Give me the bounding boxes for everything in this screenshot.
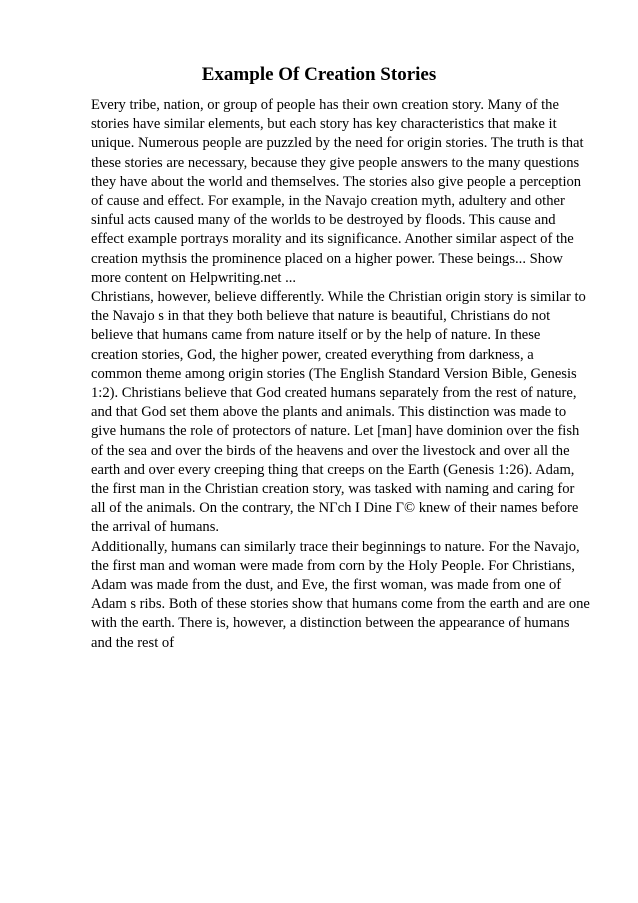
paragraph: Every tribe, nation, or group of people has their own creation story. Many of the stories have similar elements, but each story has key characteristics that make it unique. Numerous people are puzzled by the need for origin stories. The truth is that these stories are necessary, because they give people answers to the many questions they have about the world and themselves. The stories also give people a perception of cause and effect. For example, in the Navajo creation myth, adultery and other sinful acts caused many of the worlds to be destroyed by floods. This cause and effect example portrays morality and its significance. Another similar aspect of the creation mythsis the prominence placed on a higher power. These beings... Show more content on Helpwriting.net ...	[91, 97, 584, 286]
paragraph: Christians, however, believe differently. While the Christian origin story is similar to the Navajo s in that they both believe that nature is beautiful, Christians do not believe that humans came from nature itself or by the help of nature. In these creation stories, God, the higher power, created everything from darkness, a common theme among origin stories (The English Standard Version Bible, Genesis 1:2). Christians believe that God created humans separately from the rest of nature, and that God set them above the plants and animals. This distinction was made to give humans the role of protectors of nature. Let [man] have dominion over the fish of the sea and over the birds of the heavens and over the livestock and over all the earth and over every creeping thing that creeps on the Earth (Genesis 1:26). Adam, the first man in the Christian creation story, was tasked with naming and caring for all of the animals. On the contrary, the NГch I Dine Г© knew of their names before the arrival of humans.	[91, 289, 586, 536]
document-body	[91, 96, 591, 653]
paragraph: Additionally, humans can similarly trace their beginnings to nature. For the Navajo, the first man and woman were made from corn by the Holy People. For Christians, Adam was made from the dust, and Eve, the first woman, was made from one of Adam s ribs. Both of these stories show that humans come from the earth and are one with the earth. There is, however, a distinction between the appearance of humans and the rest of	[91, 538, 590, 651]
page-title: Example Of Creation Stories	[201, 64, 437, 85]
